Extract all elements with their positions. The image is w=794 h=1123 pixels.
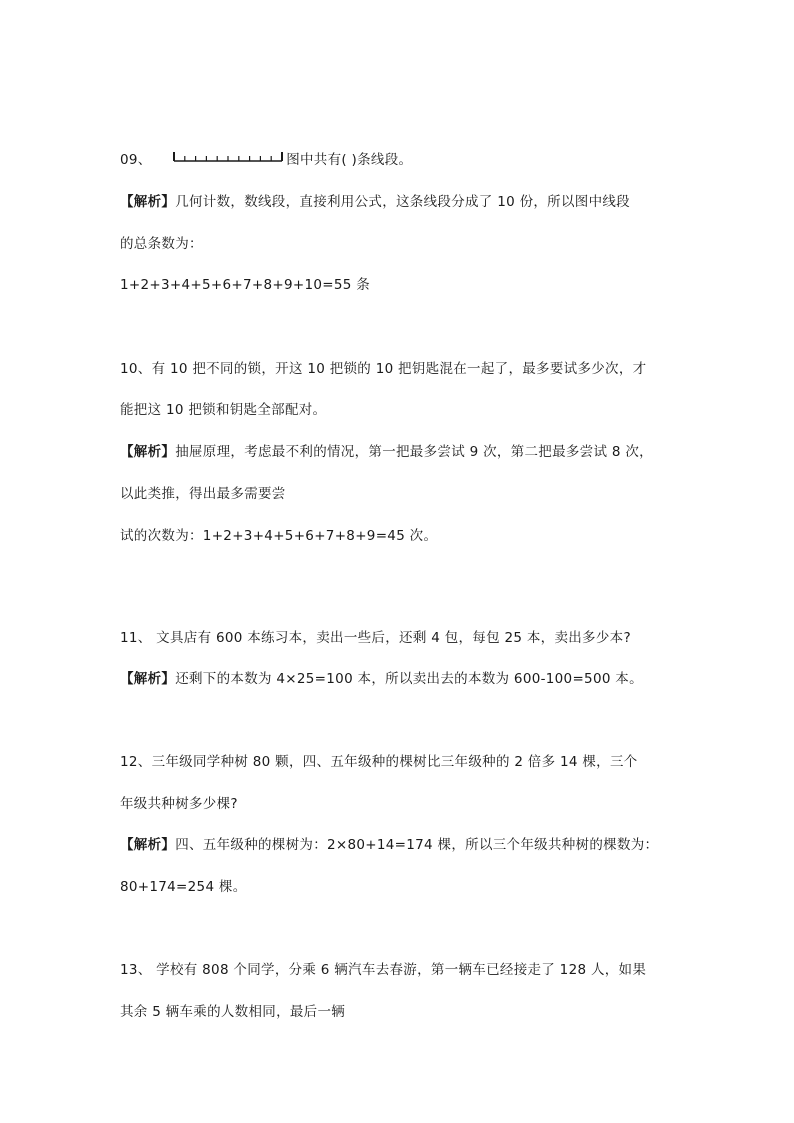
analysis-label: 【解析】 xyxy=(120,444,176,460)
analysis-label: 【解析】 xyxy=(120,837,176,853)
q09-question xyxy=(120,151,412,169)
segment-figure xyxy=(172,151,284,163)
q09-analysis-text1: 几何计数，数线段，直接利用公式，这条线段分成了 10 份，所以图中线段 xyxy=(175,194,630,210)
q12-analysis-text1: 四、五年级种的棵树为：2×80+14=174 棵，所以三个年级共种树的棵数为： xyxy=(175,837,659,853)
q11-question: 11、 文具店有 600 本练习本，卖出一些后，还剩 4 包，每包 25 本，卖出多少本? xyxy=(120,630,631,646)
q12-analysis-line1 xyxy=(120,836,658,854)
q10-question-line1: 10、有 10 把不同的锁，开这 10 把锁的 10 把钥匙混在一起了，最多要试多少次，才 xyxy=(120,361,647,377)
q09-formula: 1+2+3+4+5+6+7+8+9+10=55 条 xyxy=(120,277,371,293)
q11-analysis-text: 还剩下的本数为 4×25=100 本，所以卖出去的本数为 600-100=500 本。 xyxy=(175,671,643,687)
q12-analysis-line2: 80+174=254 棵。 xyxy=(120,879,247,895)
q10-analysis-line3: 试的次数为：1+2+3+4+5+6+7+8+9=45 次。 xyxy=(120,528,438,544)
analysis-label: 【解析】 xyxy=(120,194,176,210)
q13-question-line1: 13、 学校有 808 个同学，分乘 6 辆汽车去春游，第一辆车已经接走了 128 人，如果 xyxy=(120,962,647,978)
q13-question-line2: 其余 5 辆车乘的人数相同，最后一辆 xyxy=(120,1004,346,1020)
q09-analysis-line2: 的总条数为： xyxy=(120,236,203,252)
analysis-label: 【解析】 xyxy=(120,671,176,687)
q10-analysis-line1 xyxy=(120,443,653,461)
q11-analysis xyxy=(120,670,643,688)
q10-analysis-text1: 抽屉原理，考虑最不利的情况，第一把最多尝试 9 次，第二把最多尝试 8 次， xyxy=(175,444,653,460)
q09-number: 09、 xyxy=(120,152,152,168)
q12-question-line2: 年级共种树多少棵? xyxy=(120,796,238,812)
q10-question-line2: 能把这 10 把锁和钥匙全部配对。 xyxy=(120,402,327,418)
q09-question-text: 图中共有( )条线段。 xyxy=(286,152,413,168)
q09-analysis-line1 xyxy=(120,193,630,211)
q10-analysis-line2: 以此类推，得出最多需要尝 xyxy=(120,486,286,502)
q12-question-line1: 12、三年级同学种树 80 颗，四、五年级种的棵树比三年级种的 2 倍多 14 棵，三个 xyxy=(120,754,638,770)
